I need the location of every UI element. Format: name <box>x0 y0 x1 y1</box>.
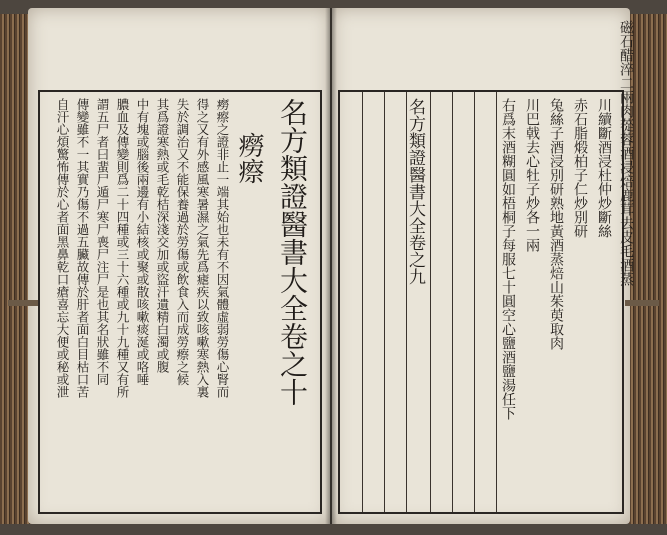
body-line: 癆瘵之證非止一端其始也未有不因氣體虛弱勞傷心腎而 <box>215 98 230 398</box>
body-line: 中有塊或腦後兩邊有小結核或聚或散咳嗽痰涎或咯唾 <box>135 98 150 386</box>
body-line: 得之又有外感風寒暑濕之氣先爲瘧疾以致咳嗽寒熱入裏 <box>195 98 210 398</box>
binding-thread <box>625 300 659 306</box>
column-rule <box>430 92 431 512</box>
left-page <box>28 8 330 524</box>
chapter-heading: 癆瘵 <box>234 132 264 184</box>
ingredient-line: 磁石醋淬二兩肉蓯蓉酒浸焙鹿茸去皮毛酒蒸 <box>618 20 634 286</box>
body-line: 失於調治又不能保養過於勞傷或飲食入而成勞瘵之候 <box>175 98 190 386</box>
ingredient-line: 川巴戟去心牡子炒各一兩 <box>524 98 540 252</box>
volume-title: 名方類證醫書大全卷之十 <box>276 98 309 406</box>
body-line: 膿血及傳變則爲二十四種或三十六種或九十九種又有所 <box>115 98 130 398</box>
right-text-frame <box>338 20 634 514</box>
column-rule <box>474 92 475 512</box>
ingredient-line: 川續斷酒浸杜仲炒斷絲 <box>596 98 612 238</box>
right-page <box>332 8 634 524</box>
column-rule <box>362 92 363 512</box>
ingredient-line: 赤石脂煅柏子仁炒別研 <box>572 98 588 238</box>
prescription-instructions: 右爲末酒糊圓如梧桐子每服七十圓空心鹽酒鹽湯任下 <box>500 98 516 420</box>
volume-end-title: 名方類證醫書大全卷之九 <box>405 98 425 285</box>
column-rule <box>452 92 453 512</box>
binding-thread <box>8 300 38 306</box>
book-gutter <box>325 8 337 524</box>
body-line: 其爲證寒熱或毛乾桔深淺交加或盜汗遺精白濁或腹 <box>155 98 170 373</box>
body-line: 謂五尸者曰蜚尸遁尸寒尸喪尸注尸是也其名狀雖不同 <box>95 98 110 386</box>
ingredient-line: 兔絲子酒浸別研熟地黃酒蒸焙山茱萸取肉 <box>548 98 564 350</box>
column-rule <box>384 92 385 512</box>
body-line: 自汗心煩驚怖傳於心者面黑鼻乾口瘡喜忘大便或秘或泄 <box>55 98 70 398</box>
column-rule <box>496 92 497 512</box>
body-line: 傳變雖不一其實乃傷不過五臟故傳於肝者面白目枯口苦 <box>75 98 90 398</box>
left-text-frame <box>38 90 322 514</box>
